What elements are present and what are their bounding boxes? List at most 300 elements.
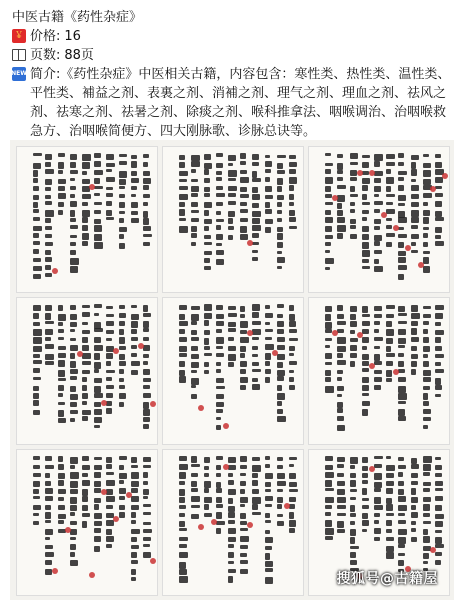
- handwritten-stroke: [82, 361, 91, 364]
- handwritten-stroke: [325, 217, 333, 223]
- handwritten-stroke: [337, 521, 343, 528]
- handwritten-stroke: [58, 314, 66, 321]
- handwritten-stroke: [82, 480, 90, 487]
- handwritten-stroke: [386, 169, 391, 174]
- handwritten-stroke: [70, 225, 78, 229]
- handwritten-stroke: [204, 210, 210, 216]
- handwritten-stroke: [33, 368, 40, 372]
- handwritten-stroke: [204, 488, 209, 493]
- handwritten-stroke: [82, 401, 87, 405]
- handwritten-stroke: [374, 482, 382, 488]
- handwritten-stroke: [106, 536, 113, 542]
- handwritten-stroke: [374, 385, 381, 390]
- handwritten-stroke: [82, 521, 87, 528]
- handwritten-stroke: [240, 161, 245, 165]
- handwritten-stroke: [119, 480, 124, 484]
- handwritten-stroke: [143, 504, 151, 507]
- handwritten-stroke: [131, 520, 136, 524]
- handwritten-stroke: [94, 161, 101, 167]
- handwritten-stroke: [265, 209, 272, 213]
- handwritten-stroke: [374, 154, 383, 160]
- handwritten-stroke: [58, 153, 66, 157]
- handwritten-stroke: [45, 234, 52, 238]
- handwritten-stroke: [325, 456, 333, 461]
- handwritten-stroke: [33, 400, 38, 405]
- handwritten-column: [45, 153, 54, 286]
- handwritten-stroke: [337, 314, 344, 318]
- handwritten-stroke: [33, 202, 38, 208]
- handwritten-stroke: [58, 393, 63, 397]
- handwritten-stroke: [398, 369, 404, 373]
- handwritten-stroke: [386, 218, 392, 221]
- handwritten-stroke: [386, 473, 394, 478]
- handwritten-stroke: [179, 337, 187, 342]
- handwritten-stroke: [252, 233, 259, 238]
- handwritten-stroke: [240, 553, 247, 557]
- red-mark: [272, 350, 278, 356]
- handwritten-stroke: [337, 210, 343, 216]
- handwritten-column: [265, 456, 274, 589]
- handwritten-stroke: [82, 194, 91, 199]
- handwritten-stroke: [106, 489, 113, 495]
- handwritten-stroke: [240, 504, 245, 507]
- handwritten-stroke: [265, 577, 274, 583]
- handwritten-stroke: [70, 194, 75, 198]
- handwritten-stroke: [240, 209, 248, 212]
- handwritten-stroke: [216, 186, 223, 190]
- handwritten-stroke: [58, 410, 65, 416]
- handwritten-stroke: [435, 514, 444, 519]
- handwritten-stroke: [94, 378, 101, 383]
- handwritten-column: [106, 153, 115, 286]
- handwritten-stroke: [131, 496, 139, 501]
- handwritten-stroke: [216, 362, 222, 367]
- handwritten-stroke: [179, 321, 188, 326]
- handwritten-stroke: [398, 274, 404, 281]
- handwritten-stroke: [228, 569, 236, 573]
- handwritten-stroke: [131, 552, 137, 558]
- handwritten-stroke: [106, 480, 114, 485]
- handwritten-stroke: [204, 187, 210, 192]
- red-mark: [357, 170, 363, 176]
- handwritten-column: [374, 304, 383, 437]
- handwritten-stroke: [143, 354, 149, 359]
- handwritten-stroke: [70, 210, 75, 217]
- handwritten-stroke: [45, 545, 53, 550]
- handwritten-stroke: [362, 385, 369, 391]
- handwritten-stroke: [277, 227, 283, 232]
- handwritten-stroke: [386, 456, 391, 459]
- handwritten-stroke: [277, 266, 282, 269]
- handwritten-stroke: [179, 576, 187, 583]
- handwritten-stroke: [386, 242, 392, 247]
- handwritten-stroke: [119, 512, 125, 518]
- handwritten-stroke: [423, 456, 432, 463]
- handwritten-stroke: [82, 225, 88, 230]
- handwritten-stroke: [240, 465, 247, 469]
- manuscript-page: [162, 146, 304, 293]
- handwritten-stroke: [70, 418, 75, 422]
- handwritten-stroke: [179, 162, 185, 168]
- handwritten-stroke: [374, 346, 380, 350]
- handwritten-column: [179, 153, 188, 286]
- handwritten-stroke: [337, 353, 343, 358]
- handwritten-stroke: [45, 321, 53, 325]
- handwritten-column: [143, 304, 152, 437]
- handwritten-stroke: [45, 569, 51, 575]
- handwritten-stroke: [33, 170, 38, 177]
- handwritten-stroke: [143, 305, 148, 312]
- handwritten-stroke: [362, 529, 367, 532]
- handwritten-column: [119, 456, 128, 589]
- intro-text: 《药性杂症》中医相关古籍，内容包含：寒性类、热性类、温性类、平性类、補益之剂、表裏之剂、消補之剂、理气之剂、理血之剂、祛风之剂、祛寒之剂、祛暑之剂、除痰之剂、喉科推拿法、咽喉调治、治咽喉救急方、治咽喉简便方、四大刚脉歌、诊脉总诀等。: [30, 67, 451, 139]
- handwritten-stroke: [289, 226, 297, 229]
- handwritten-stroke: [70, 386, 76, 393]
- handwritten-stroke: [216, 369, 221, 373]
- handwritten-stroke: [374, 361, 382, 364]
- handwritten-stroke: [277, 242, 284, 248]
- handwritten-stroke: [240, 337, 249, 343]
- handwritten-stroke: [362, 234, 370, 240]
- handwritten-stroke: [277, 304, 284, 307]
- handwritten-stroke: [252, 384, 259, 389]
- handwritten-stroke: [179, 186, 188, 189]
- handwritten-stroke: [398, 242, 404, 248]
- handwritten-stroke: [423, 529, 428, 535]
- handwritten-stroke: [191, 514, 199, 519]
- handwritten-stroke: [94, 234, 102, 241]
- handwritten-stroke: [143, 537, 151, 541]
- manuscript-page: [162, 449, 304, 596]
- handwritten-stroke: [435, 394, 441, 397]
- handwritten-stroke: [277, 416, 286, 422]
- handwritten-stroke: [252, 211, 260, 217]
- handwritten-stroke: [228, 178, 236, 181]
- red-mark: [284, 503, 290, 509]
- header: [12, 8, 456, 141]
- handwritten-stroke: [216, 521, 225, 526]
- handwritten-stroke: [374, 314, 382, 318]
- handwritten-column: [179, 304, 188, 437]
- handwritten-stroke: [252, 178, 260, 182]
- handwritten-stroke: [119, 385, 125, 389]
- handwritten-stroke: [179, 171, 188, 176]
- red-mark: [369, 170, 375, 176]
- handwritten-stroke: [398, 195, 405, 201]
- handwritten-stroke: [228, 561, 234, 564]
- handwritten-stroke: [386, 504, 393, 511]
- handwritten-stroke: [191, 242, 196, 246]
- handwritten-stroke: [82, 473, 88, 477]
- handwritten-stroke: [94, 417, 102, 423]
- handwritten-stroke: [143, 544, 150, 547]
- handwritten-stroke: [45, 169, 54, 174]
- handwritten-stroke: [350, 489, 358, 492]
- handwritten-stroke: [94, 488, 101, 493]
- handwritten-stroke: [119, 354, 125, 360]
- handwritten-stroke: [277, 514, 284, 517]
- handwritten-stroke: [240, 321, 248, 328]
- handwritten-stroke: [265, 313, 274, 318]
- handwritten-stroke: [143, 211, 148, 218]
- handwritten-stroke: [350, 552, 356, 558]
- handwritten-stroke: [228, 170, 237, 177]
- handwritten-stroke: [70, 353, 75, 358]
- handwritten-stroke: [228, 520, 235, 524]
- handwritten-stroke: [252, 512, 260, 515]
- handwritten-stroke: [216, 250, 224, 255]
- handwritten-stroke: [411, 369, 416, 375]
- handwritten-stroke: [45, 162, 50, 167]
- handwritten-stroke: [119, 488, 127, 494]
- handwritten-stroke: [131, 361, 140, 365]
- handwritten-stroke: [58, 370, 65, 377]
- handwritten-stroke: [325, 520, 332, 527]
- handwritten-stroke: [435, 217, 444, 220]
- handwritten-stroke: [374, 473, 382, 480]
- handwritten-stroke: [191, 385, 196, 388]
- handwritten-stroke: [70, 178, 76, 181]
- handwritten-stroke: [265, 568, 274, 572]
- handwritten-stroke: [325, 250, 330, 253]
- handwritten-stroke: [423, 464, 431, 470]
- handwritten-stroke: [58, 162, 64, 169]
- handwritten-stroke: [119, 243, 125, 250]
- handwritten-column: [119, 304, 128, 437]
- handwritten-stroke: [228, 354, 236, 361]
- handwritten-column: [362, 304, 371, 437]
- handwritten-stroke: [119, 186, 125, 189]
- handwritten-stroke: [216, 219, 224, 222]
- handwritten-stroke: [143, 361, 148, 365]
- handwritten-stroke: [337, 370, 343, 374]
- handwritten-stroke: [216, 528, 221, 534]
- handwritten-column: [423, 304, 432, 437]
- handwritten-stroke: [325, 370, 331, 376]
- handwritten-stroke: [82, 496, 88, 502]
- handwritten-stroke: [398, 153, 404, 158]
- handwritten-stroke: [374, 497, 381, 503]
- handwritten-stroke: [216, 488, 222, 492]
- handwritten-stroke: [325, 153, 331, 156]
- handwritten-stroke: [423, 202, 428, 205]
- handwritten-stroke: [106, 457, 112, 463]
- handwritten-stroke: [228, 186, 237, 192]
- handwritten-stroke: [265, 553, 271, 559]
- handwritten-stroke: [252, 250, 258, 254]
- handwritten-stroke: [94, 513, 102, 520]
- handwritten-stroke: [94, 170, 103, 174]
- handwritten-stroke: [240, 513, 245, 519]
- handwritten-stroke: [204, 330, 211, 335]
- handwritten-stroke: [423, 393, 428, 400]
- handwritten-column: [94, 153, 103, 286]
- handwritten-stroke: [70, 258, 79, 265]
- handwritten-stroke: [216, 473, 222, 476]
- red-mark: [223, 423, 229, 429]
- handwritten-column: [325, 304, 334, 437]
- red-mark: [393, 369, 399, 375]
- handwritten-stroke: [70, 345, 78, 351]
- handwritten-stroke: [33, 481, 40, 488]
- handwritten-stroke: [82, 217, 88, 223]
- handwritten-column: [119, 153, 128, 286]
- handwritten-stroke: [386, 346, 391, 352]
- handwritten-stroke: [45, 187, 50, 192]
- handwritten-stroke: [386, 488, 393, 494]
- handwritten-stroke: [45, 154, 52, 159]
- handwritten-stroke: [33, 346, 42, 353]
- handwritten-stroke: [277, 155, 286, 158]
- handwritten-stroke: [362, 329, 369, 334]
- handwritten-stroke: [252, 504, 258, 511]
- handwritten-stroke: [386, 378, 392, 382]
- handwritten-stroke: [411, 185, 419, 191]
- handwritten-stroke: [191, 456, 197, 463]
- handwritten-stroke: [45, 465, 54, 469]
- handwritten-stroke: [252, 242, 258, 246]
- handwritten-stroke: [106, 353, 113, 359]
- handwritten-stroke: [362, 306, 368, 313]
- handwritten-stroke: [82, 410, 91, 415]
- handwritten-stroke: [191, 464, 199, 467]
- handwritten-stroke: [411, 202, 419, 206]
- handwritten-stroke: [411, 528, 417, 532]
- handwritten-stroke: [216, 314, 224, 319]
- handwritten-stroke: [119, 218, 124, 223]
- handwritten-stroke: [337, 489, 345, 495]
- handwritten-stroke: [131, 186, 137, 190]
- handwritten-stroke: [362, 520, 369, 526]
- handwritten-stroke: [33, 313, 39, 319]
- handwritten-stroke: [252, 312, 259, 318]
- handwritten-column: [277, 456, 286, 589]
- handwritten-stroke: [70, 394, 79, 400]
- handwritten-stroke: [204, 242, 212, 245]
- handwritten-stroke: [33, 178, 38, 183]
- handwritten-stroke: [204, 362, 209, 367]
- handwritten-stroke: [411, 210, 420, 217]
- handwritten-stroke: [411, 464, 419, 470]
- handwritten-stroke: [106, 314, 114, 317]
- handwritten-stroke: [119, 211, 125, 214]
- handwritten-stroke: [94, 337, 100, 343]
- handwritten-stroke: [216, 504, 223, 509]
- handwritten-stroke: [204, 466, 210, 470]
- red-mark: [65, 527, 71, 533]
- handwritten-stroke: [325, 258, 333, 264]
- document-title: 中医古籍《药性杂症》: [12, 10, 143, 25]
- handwritten-stroke: [33, 354, 40, 358]
- handwritten-stroke: [423, 472, 430, 476]
- handwritten-stroke: [143, 242, 150, 246]
- handwritten-stroke: [240, 353, 245, 358]
- handwritten-stroke: [337, 346, 346, 352]
- handwritten-stroke: [386, 305, 395, 308]
- handwritten-stroke: [70, 537, 76, 540]
- handwritten-stroke: [386, 529, 392, 533]
- handwritten-column: [252, 304, 261, 437]
- title-line: [12, 8, 456, 27]
- handwritten-stroke: [325, 169, 331, 174]
- handwritten-stroke: [82, 465, 90, 470]
- handwritten-stroke: [374, 201, 383, 204]
- handwritten-stroke: [337, 464, 344, 468]
- handwritten-stroke: [423, 401, 429, 406]
- handwritten-stroke: [265, 169, 272, 173]
- handwritten-column: [216, 456, 225, 589]
- handwritten-stroke: [179, 202, 185, 207]
- handwritten-stroke: [45, 354, 54, 360]
- handwritten-stroke: [325, 472, 333, 478]
- handwritten-stroke: [374, 219, 381, 225]
- handwritten-stroke: [252, 154, 258, 160]
- handwritten-stroke: [106, 217, 113, 220]
- handwritten-stroke: [411, 305, 418, 312]
- handwritten-column: [131, 456, 140, 589]
- handwritten-stroke: [143, 529, 152, 533]
- handwritten-stroke: [191, 354, 198, 360]
- handwritten-stroke: [265, 186, 273, 192]
- handwritten-stroke: [423, 154, 429, 157]
- handwritten-stroke: [228, 489, 236, 494]
- handwritten-stroke: [45, 201, 51, 204]
- handwritten-stroke: [70, 505, 77, 511]
- handwritten-stroke: [94, 393, 103, 399]
- handwritten-stroke: [252, 378, 258, 382]
- handwritten-stroke: [143, 472, 148, 477]
- handwritten-stroke: [398, 345, 404, 348]
- handwritten-stroke: [411, 313, 420, 318]
- handwritten-stroke: [204, 266, 211, 270]
- handwritten-stroke: [435, 473, 442, 477]
- handwritten-stroke: [386, 546, 394, 553]
- handwritten-stroke: [240, 218, 248, 222]
- handwritten-stroke: [179, 456, 187, 461]
- handwritten-stroke: [58, 489, 66, 494]
- handwritten-stroke: [216, 337, 224, 344]
- handwritten-stroke: [435, 322, 441, 326]
- pages-label: 页数:: [30, 48, 61, 63]
- handwritten-column: [435, 304, 444, 437]
- handwritten-stroke: [70, 457, 78, 464]
- handwritten-stroke: [325, 345, 330, 349]
- handwritten-stroke: [423, 210, 431, 216]
- handwritten-stroke: [179, 481, 185, 484]
- handwritten-stroke: [131, 314, 139, 320]
- handwritten-stroke: [337, 497, 346, 504]
- handwritten-stroke: [204, 251, 212, 256]
- handwritten-stroke: [398, 416, 405, 421]
- handwritten-stroke: [289, 329, 297, 333]
- handwritten-stroke: [374, 329, 379, 333]
- handwritten-stroke: [228, 498, 233, 504]
- handwritten-stroke: [350, 202, 355, 207]
- handwritten-stroke: [386, 225, 392, 229]
- handwritten-stroke: [58, 418, 66, 423]
- handwritten-stroke: [374, 370, 382, 374]
- handwritten-stroke: [131, 337, 138, 341]
- handwritten-stroke: [374, 537, 380, 541]
- handwritten-stroke: [45, 473, 50, 478]
- handwritten-stroke: [289, 353, 294, 357]
- handwritten-stroke: [94, 457, 102, 460]
- handwritten-stroke: [423, 321, 430, 325]
- handwritten-stroke: [33, 473, 41, 478]
- handwritten-stroke: [386, 370, 392, 377]
- handwritten-stroke: [94, 536, 101, 542]
- handwritten-stroke: [411, 328, 417, 335]
